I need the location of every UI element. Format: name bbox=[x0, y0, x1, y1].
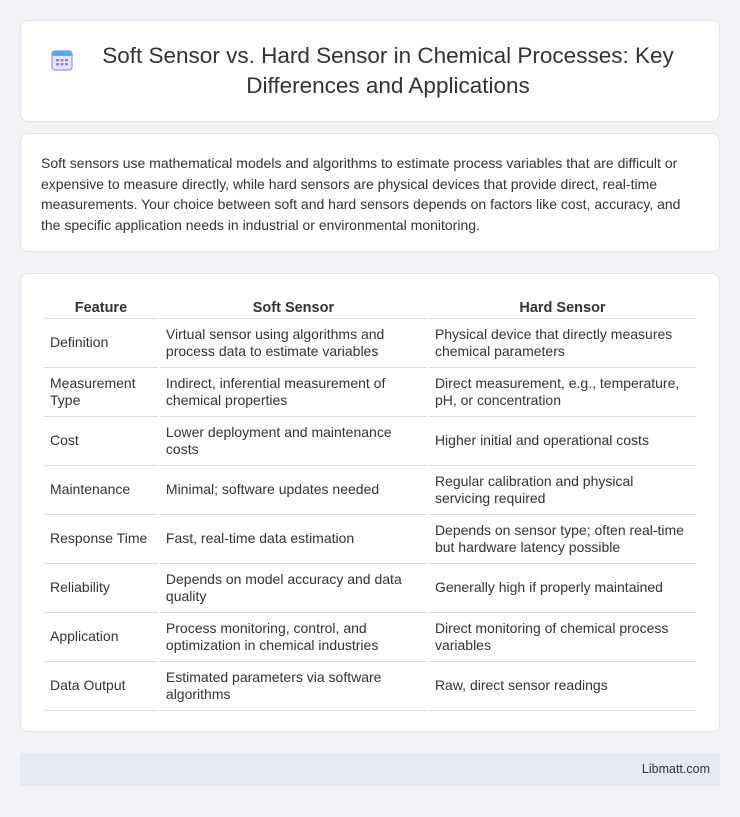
hard-sensor-cell: Generally high if properly maintained bbox=[429, 564, 696, 613]
footer-site-link[interactable]: Libmatt.com bbox=[641, 762, 710, 776]
hard-sensor-cell: Direct monitoring of chemical process variables bbox=[429, 613, 696, 662]
table-row bbox=[44, 613, 696, 662]
column-header-hard-sensor: Hard Sensor bbox=[429, 294, 696, 319]
page-title: Soft Sensor vs. Hard Sensor in Chemical Processes: Key Differences and Applications bbox=[102, 43, 674, 98]
table-row bbox=[44, 662, 696, 711]
column-header-feature: Feature bbox=[44, 294, 158, 319]
feature-cell: Reliability bbox=[44, 564, 158, 613]
soft-sensor-cell: Indirect, inferential measurement of chemical properties bbox=[160, 368, 427, 417]
soft-sensor-cell: Lower deployment and maintenance costs bbox=[160, 417, 427, 466]
hard-sensor-cell: Raw, direct sensor readings bbox=[429, 662, 696, 711]
table-row bbox=[44, 319, 696, 368]
title-card bbox=[20, 20, 720, 122]
table-row bbox=[44, 417, 696, 466]
comparison-table bbox=[42, 294, 698, 711]
hard-sensor-cell: Physical device that directly measures chemical parameters bbox=[429, 319, 696, 368]
feature-cell: Definition bbox=[44, 319, 158, 368]
soft-sensor-cell: Depends on model accuracy and data quality bbox=[160, 564, 427, 613]
table-header-row bbox=[44, 294, 696, 319]
comparison-table-card bbox=[20, 273, 720, 732]
table-row bbox=[44, 564, 696, 613]
feature-cell: Response Time bbox=[44, 515, 158, 564]
feature-cell: Maintenance bbox=[44, 466, 158, 515]
hard-sensor-cell: Higher initial and operational costs bbox=[429, 417, 696, 466]
feature-cell: Data Output bbox=[44, 662, 158, 711]
soft-sensor-cell: Minimal; software updates needed bbox=[160, 466, 427, 515]
intro-card bbox=[20, 133, 720, 252]
soft-sensor-cell: Fast, real-time data estimation bbox=[160, 515, 427, 564]
table-row bbox=[44, 368, 696, 417]
feature-cell: Measurement Type bbox=[44, 368, 158, 417]
hard-sensor-cell: Direct measurement, e.g., temperature, pH, or concentration bbox=[429, 368, 696, 417]
table-row bbox=[44, 515, 696, 564]
feature-cell: Cost bbox=[44, 417, 158, 466]
soft-sensor-cell: Process monitoring, control, and optimization in chemical industries bbox=[160, 613, 427, 662]
soft-sensor-cell: Estimated parameters via software algorithms bbox=[160, 662, 427, 711]
hard-sensor-cell: Depends on sensor type; often real-time but hardware latency possible bbox=[429, 515, 696, 564]
footer-bar bbox=[20, 753, 720, 786]
soft-sensor-cell: Virtual sensor using algorithms and process data to estimate variables bbox=[160, 319, 427, 368]
table-row bbox=[44, 466, 696, 515]
feature-cell: Application bbox=[44, 613, 158, 662]
column-header-soft-sensor: Soft Sensor bbox=[160, 294, 427, 319]
hard-sensor-cell: Regular calibration and physical servicing required bbox=[429, 466, 696, 515]
intro-paragraph: Soft sensors use mathematical models and algorithms to estimate process variables that are difficult or expensive to measure directly, while hard sensors are physical devices that provide direct, real-time measurements. Your choice between soft and hard sensors depends on factors like cost, accuracy, and the specific application needs in industrial or environmental monitoring. bbox=[41, 155, 681, 233]
